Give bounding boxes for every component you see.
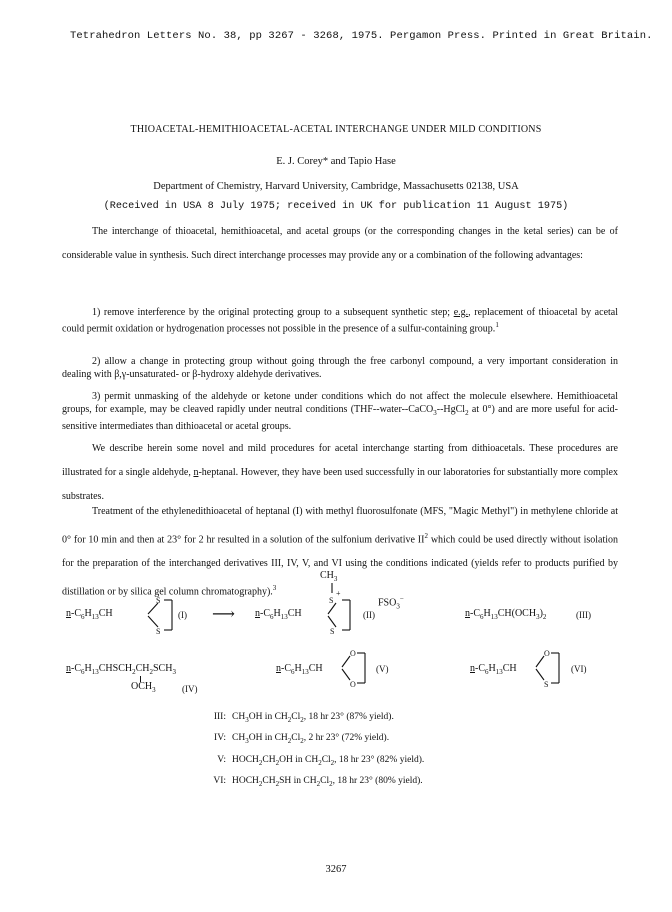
reaction-arrow: ⟶ <box>212 606 235 623</box>
running-head: Tetrahedron Letters No. 38, pp 3267 - 3268, 1975. Pergamon Press. Printed in Great Britain. <box>70 30 653 42</box>
authors: E. J. Corey* and Tapio Hase <box>276 156 396 167</box>
reaction-conditions <box>200 708 424 794</box>
compound-II-ring <box>328 583 358 638</box>
advantage-1-text-b: , replacement of thioacetal by acetal could permit oxidation or hydrogenation processes not possible in the presence of a sulfur-containing group. <box>62 307 618 335</box>
compound-VI-O-top: O <box>544 649 550 658</box>
condition-III: III: $CH_3OH$ in $CH_2Cl_2$, 18 hr 23° (87% yield). <box>213 712 394 724</box>
advantage-3-text-c: at 0°) and are more useful for acid-sensitive intermediates than dithioacetal or acetal groups. <box>62 404 618 432</box>
compound-III-formula: $n-C_6H_{13}CH(OCH_3)_2$ <box>465 608 547 621</box>
compound-V-O-top: O <box>350 649 356 658</box>
compound-VI-formula: $n-C_6H_{13}CH$ <box>470 663 517 676</box>
compound-II-plus: + <box>336 589 341 598</box>
compound-I-S-bottom: S <box>156 627 161 636</box>
compound-III-label: (III) <box>576 610 591 620</box>
procedures-paragraph <box>62 437 618 509</box>
compound-IV-formula: $n-C_6H_{13}CHSCH_2CH_2SCH_3$ <box>66 663 176 676</box>
advantage-1-text-a: 1) remove interference by the original protecting group to a subsequent synthetic step; <box>92 307 451 318</box>
advantage-1-eg: e.g. <box>453 307 469 318</box>
advantage-1 <box>62 306 618 335</box>
condition-IV: IV: $CH_3OH$ in $CH_2Cl_2$, 2 hr 23° (72% yield). <box>214 733 390 746</box>
intro-text: The interchange of thioacetal, hemithioacetal, and acetal groups (or the corresponding changes in the ketal series) can be of considerable value in synthesis. Such direct interchange processes may provide any or a combination of the following advantages: <box>62 226 618 261</box>
compound-V-formula: $n-C_6H_{13}CH$ <box>276 663 323 676</box>
compound-II-label: (II) <box>363 610 375 620</box>
page-number: 3267 <box>325 864 347 875</box>
compound-I-label: (I) <box>178 610 187 620</box>
condition-V: V: $HOCH_2CH_2OH$ in $CH_2Cl_2$, 18 hr 23° (82% yield). <box>217 754 425 767</box>
footnote-ref-1: 1 <box>495 321 499 329</box>
compound-VI-S-bottom: S <box>544 680 549 689</box>
compound-VI-ring <box>536 646 566 690</box>
advantage-3-text-a: 3) permit unmasking of the aldehyde or ketone under conditions which do not affect the molecule elsewhere. Hemithioacetal groups, for example, may be cleaved rapidly under neutral conditions (THF--water--CaCO <box>62 391 618 415</box>
compound-V-O-bottom: O <box>350 680 356 689</box>
compound-V-label: (V) <box>376 664 389 674</box>
advantage-3 <box>62 390 618 433</box>
compound-IV-methoxy: $OCH_3$ <box>131 681 156 694</box>
footnote-ref-3: 3 <box>272 584 277 593</box>
intro-paragraph <box>62 220 618 268</box>
compound-II-S-top: S <box>329 596 334 605</box>
advantage-3-sub-1: 3 <box>433 409 437 417</box>
compound-I-S-top: S <box>156 596 161 605</box>
advantage-2-text: 2) allow a change in protecting group without going through the free carbonyl compound, a very important consideration in dealing with β,γ-unsaturated- or β-hydroxy aldehyde derivatives. <box>62 356 618 380</box>
compound-V-ring <box>342 646 372 690</box>
footnote-ref-2: 2 <box>424 532 428 540</box>
compound-VI-label: (VI) <box>571 664 587 674</box>
advantage-2 <box>62 355 618 381</box>
compound-I-formula: $n-C_6H_{13}CH$ <box>66 608 113 621</box>
advantage-3-text-b: --HgCl <box>436 404 466 415</box>
compound-II-counterion: $FSO_3^-$ <box>378 595 404 611</box>
condition-VI: VI: $HOCH_2CH_2SH$ in $CH_2Cl_2$, 18 hr 23° (80% yield). <box>213 776 423 789</box>
article-title: THIOACETAL-HEMITHIOACETAL-ACETAL INTERCHANGE UNDER MILD CONDITIONS <box>130 124 542 135</box>
treatment-text-a: Treatment of the ethylenedithioacetal of heptanal (I) with methyl fluorosulfonate (MFS, "Magic Methyl") in methylene chloride at 0° for 10 min and then at 23° for 2 hr resulted in a solution of the sulfonium derivative II <box>62 506 618 546</box>
procedures-n: n <box>193 467 199 478</box>
compound-II-methyl: $CH_3$ <box>320 570 338 583</box>
procedures-text-b: -heptanal. However, they have been used successfully in our laboratories for substantially more complex substrates. <box>62 467 618 502</box>
received-dates: (Received in USA 8 July 1975; received in UK for publication 11 August 1975) <box>103 201 569 212</box>
treatment-text-b: which could be used directly without isolation for the preparation of the interchanged derivatives III, IV, V, and VI using the conditions indicated (yields refer to products purified by distillation or by silica gel column chromatography). <box>62 534 619 598</box>
compound-I-ring <box>148 594 178 638</box>
compound-II-formula: $n-C_6H_{13}CH$ <box>255 608 302 621</box>
affiliation: Department of Chemistry, Harvard University, Cambridge, Massachusetts 02138, USA <box>153 181 519 192</box>
compound-II-S-bottom: S <box>330 627 335 636</box>
advantage-3-sub-2: 2 <box>465 409 469 417</box>
procedures-text-a: We describe herein some novel and mild procedures for acetal interchange starting from dithioacetals. These procedures are illustrated for a single aldehyde, <box>62 443 618 478</box>
compound-IV-label: (IV) <box>182 684 198 694</box>
